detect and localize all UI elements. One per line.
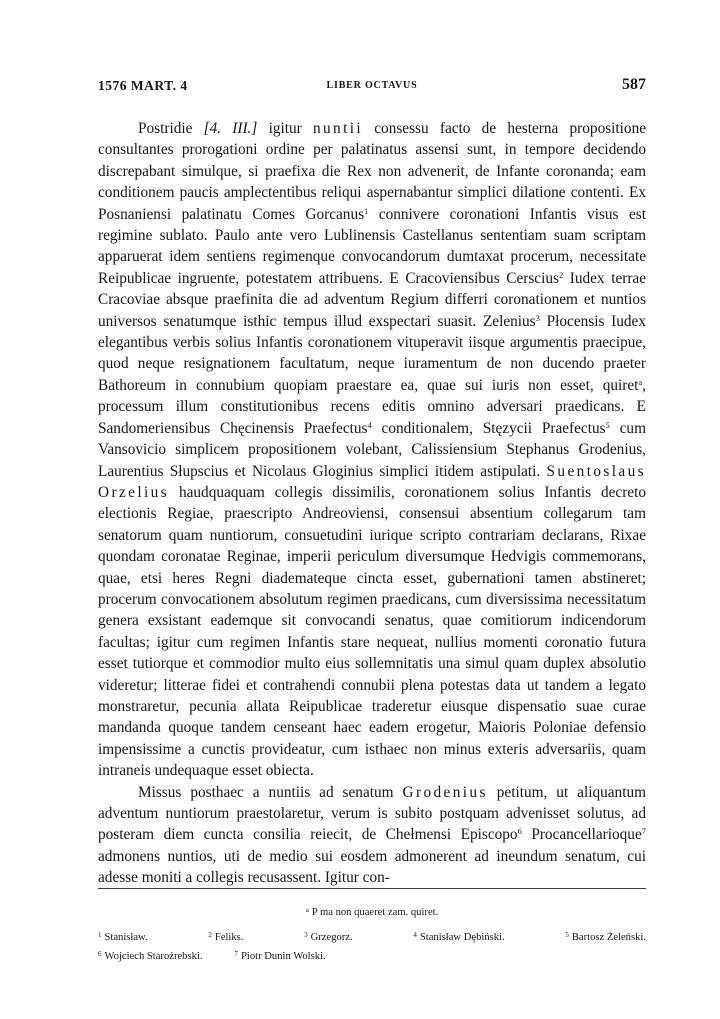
footnote-item (235, 946, 326, 965)
footnote-item (208, 927, 243, 946)
main-text (98, 118, 646, 889)
footnote-marker: a (305, 906, 309, 914)
text-run: cum Vansovicio simplicem propositionem volebant, Calissiensium Stephanus Grodenius, Laurentius Słupscius et Nicolaus Gloginius simplici itidem astipulati. (98, 419, 646, 480)
footnote-item (304, 927, 353, 946)
footnotes (98, 902, 646, 965)
text-run: admonens nuntios, uti de medio sui eosdem admonerent ad ineundum senatum, cui adesse moniti a collegis recusassent. Igitur con- (98, 847, 646, 887)
text-run: Missus posthaec a nuntiis ad senatum (138, 783, 403, 801)
footnote-number: 7 (234, 950, 238, 958)
footnote-reference: 6 (517, 826, 522, 837)
text-run: haudquaquam collegis dissimilis, coronationem solius Infantis decreto electionis Regiae, praescripto Andreoviensi, consensui absentium collegarum tam senatorum quam nuntiorum, consuetudini iurique scripto contrariam declarans, Rixae quondam coronatae Reginae, imperii periculum diversumque Hedvigis commemorans, quae, etsi heres Regni diademateque cincta esset, gubernationi tamen abstineret; procerum convocationem absolutum regimen praedicans, cum diversissima necessitatum genera exsistant eademque sit convocandi senatus, quae comitiorum indicendorum facultas; igitur cum regimen Infantis stare nequeat, nullius momenti coronatio futura esset tutiorque et commodior multo eius sollemnitatis una simul quam duplex absolutio videretur; litterae fidei et contrahendi connubii plena potestas data ut tandem a legato monstraretur, pecunia allata Reipublicae traderetur eiusque dispensatio suae curae mandanda quoque tandem censeant haec eadem erogetur, Maioris Poloniae defensio impensissime a cunctis provideatur, cum isthaec non minus exteris adversariis, quam intraneis undequaque esset obiecta. (98, 483, 646, 780)
text-run: Płocensis Iudex elegantibus verbis solius Infantis coronationem vituperavit iisque argumentis praecipue, quod neque resignationem facultatum, neque iuramentum de non ducendo praeter Bathoreum in connubium quopiam praestare ea, quae sui iuris non esset, quiret (98, 312, 646, 394)
text-run: igitur (257, 120, 313, 137)
paragraph (98, 782, 646, 889)
footnote-item (565, 927, 646, 946)
text-run: Procancellarioque (521, 826, 642, 844)
spaced-name: nuntii (312, 120, 364, 137)
page-number: 587 (622, 76, 646, 93)
text-run: , processum illum constitutionibus recens editis omnino adversari praedicans. E Sandomeriensibus Chęcinensis Praefectus (98, 376, 646, 437)
text-run: conditionalem, Stęzycii Praefectus (371, 419, 606, 437)
footnote-reference: a (638, 376, 643, 387)
text-run: petitum, ut aliquantum adventum nuntiorum praestolaretur, verum is subito postquam advenisset solutus, ad posteram diem cuncta consilia reiecit, de Chełmensi Episcopo (98, 783, 646, 844)
footnote-name: Stanisław Dębiński. (419, 932, 505, 943)
footnote-number: 5 (565, 931, 569, 939)
footnote-name: Feliks. (214, 932, 244, 943)
footnote-name: Stanisław. (104, 932, 148, 943)
footnote-item (98, 946, 203, 965)
footnote-reference: 7 (641, 826, 646, 837)
footnote-reference: 2 (558, 269, 564, 280)
footnote-number: 4 (413, 931, 417, 939)
text-run: Postridie (138, 120, 204, 137)
footnote-name: Grzegorz. (310, 932, 353, 943)
footnote-name: Wojciech Starożrebski. (104, 951, 203, 962)
footnote-reference: 3 (535, 312, 540, 323)
footnote-divider (98, 888, 646, 889)
spaced-name: Suentoslaus Orzelius (98, 462, 646, 501)
spaced-name: Grodenius (402, 783, 488, 801)
editorial-date: [4. III.] (203, 120, 258, 137)
footnote-reference: 1 (364, 205, 369, 216)
person-footnotes-row-1 (98, 927, 646, 946)
variant-footnote (98, 902, 646, 921)
footnote-number: 1 (98, 931, 102, 939)
footnote-name: Piotr Dunin Wolski. (241, 951, 326, 962)
footnote-number: 6 (98, 950, 102, 958)
footnote-item (98, 927, 148, 946)
text-run: consessu facto de hesterna propositione consultantes prorogationi ordine per palatinatus assensi sunt, in tempore decidendo discrepabant simulque, si praefixa die Rex non advenerit, de Infante coronanda; eam conditionem paucis amplectentibus reliqui aspernabantur simplici dilatione contenti. Ex Posnaniensi palatinatu Comes Gorcanus (98, 120, 647, 223)
footnote-item (413, 927, 504, 946)
footnote-number: 3 (304, 931, 308, 939)
footnote-name: Bartosz Żeleński. (571, 932, 646, 943)
text-run: connivere coronationi Infantis visus est regimine sublato. Paulo ante vero Lublinensis Castellanus sententiam suam scriptam apparuerat idem sentiens regimenque convocandorum dumtaxat procerum, necessitate Reipublicae ingruente, potestatem attribuens. E Cracoviensibus Cerscius (98, 205, 646, 287)
header-book-title: LIBER OCTAVUS (326, 80, 418, 91)
text-run: Iudex terrae Cracoviae absque praefinita die ad adventum Regium differri coronationem et nuntios universos senatumque isthic tempus illud exspectari suasit. Zelenius (98, 269, 646, 330)
variant-footnote-text: P ma non quaeret zam. quiret. (311, 907, 439, 918)
header-date: 1576 MART. 4 (98, 78, 188, 93)
footnote-number: 2 (208, 931, 212, 939)
footnote-reference: 4 (367, 419, 372, 430)
footnote-reference: 5 (605, 419, 610, 430)
person-footnotes-row-2 (98, 946, 646, 965)
running-header (98, 72, 646, 98)
paragraph (98, 118, 646, 782)
